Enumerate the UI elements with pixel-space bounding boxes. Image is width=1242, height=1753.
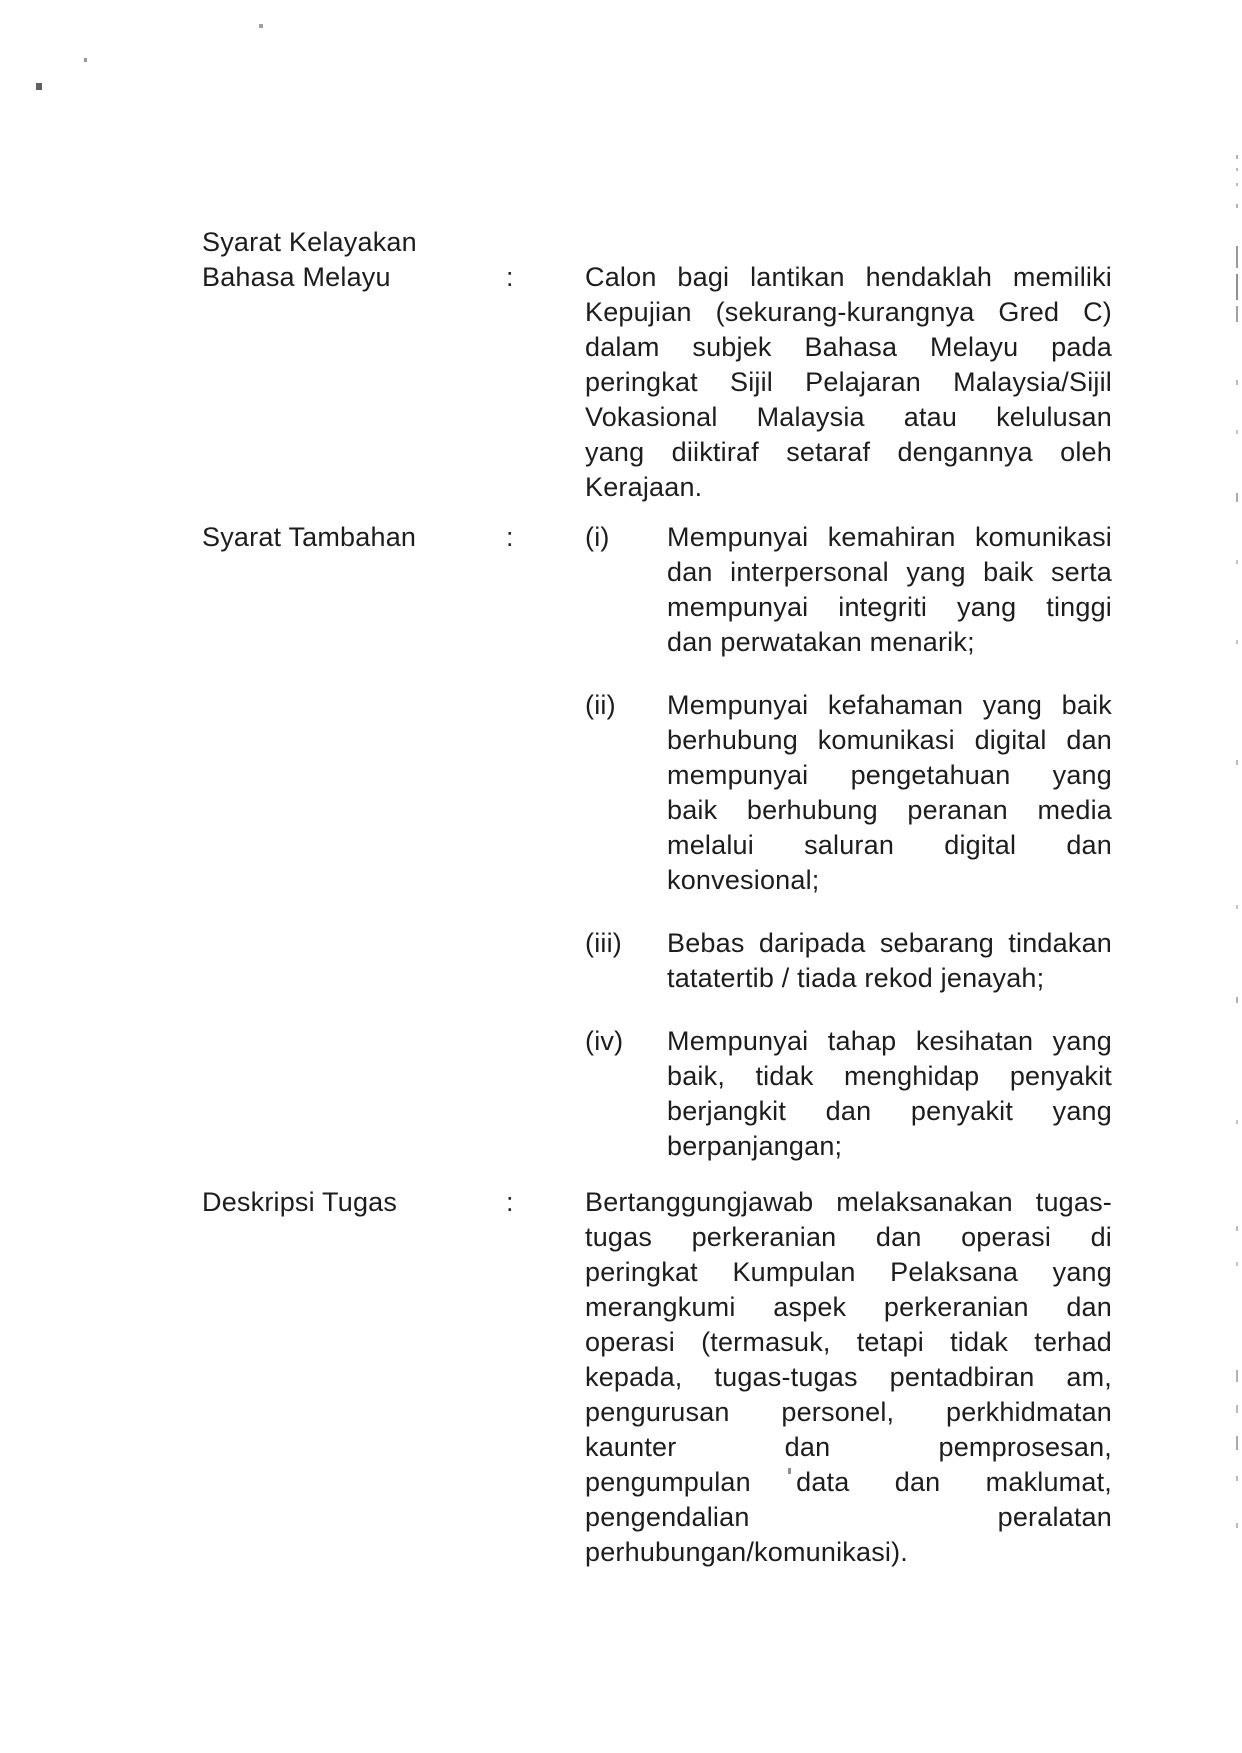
body-line: berpanjangan; bbox=[667, 1131, 843, 1161]
body-line: dan perwatakan menarik; bbox=[667, 627, 975, 657]
label-line: Syarat Kelayakan bbox=[202, 227, 417, 257]
scan-edge-mark bbox=[1236, 274, 1238, 300]
body-line: baik berhubung peranan media bbox=[667, 795, 1112, 825]
scan-edge-mark bbox=[1236, 560, 1238, 564]
item-marker: (i) bbox=[585, 522, 610, 552]
body-line: kepada, tugas-tugas pentadbiran am, bbox=[585, 1362, 1112, 1392]
scan-edge-mark bbox=[1236, 997, 1238, 1003]
body-line: Vokasional Malaysia atau kelulusan bbox=[585, 402, 1112, 432]
body-line: Kepujian (sekurang-kurangnya Gred C) bbox=[585, 297, 1112, 327]
label-separator-colon: : bbox=[506, 522, 514, 552]
body-line: Bebas daripada sebarang tindakan bbox=[667, 928, 1112, 958]
numbered-item-iv bbox=[585, 1024, 1112, 1164]
body-line: perhubungan/komunikasi). bbox=[585, 1537, 908, 1567]
body-line: Mempunyai kefahaman yang baik bbox=[667, 690, 1112, 720]
section-syarat-kelayakan-bahasa-melayu bbox=[202, 225, 1114, 505]
scan-edge-mark bbox=[1236, 246, 1238, 268]
scan-edge-mark bbox=[1236, 430, 1238, 434]
body-line: konvesional; bbox=[667, 865, 820, 895]
item-marker: (ii) bbox=[585, 690, 616, 720]
section-body bbox=[585, 225, 1112, 505]
scan-edge-mark bbox=[1236, 1476, 1238, 1481]
body-line: peringkat Sijil Pelajaran Malaysia/Sijil bbox=[585, 367, 1112, 397]
body-line: pengendalian peralatan bbox=[585, 1502, 1112, 1532]
body-line: merangkumi aspek perkeranian dan bbox=[585, 1292, 1112, 1322]
section-label bbox=[202, 520, 506, 555]
body-line: Calon bagi lantikan hendaklah memiliki bbox=[585, 262, 1112, 292]
scan-edge-mark bbox=[1236, 1523, 1238, 1528]
body-line: tatatertib / tiada rekod jenayah; bbox=[667, 963, 1045, 993]
scan-edge-mark bbox=[1236, 640, 1238, 644]
body-line: melalui saluran digital dan bbox=[667, 830, 1112, 860]
item-text bbox=[667, 926, 1112, 996]
scan-edge-mark bbox=[1236, 306, 1238, 322]
body-line: Mempunyai tahap kesihatan yang bbox=[667, 1026, 1112, 1056]
scan-speck bbox=[259, 24, 263, 28]
body-line: baik, tidak menghidap penyakit bbox=[667, 1061, 1112, 1091]
scan-edge-mark bbox=[1236, 168, 1238, 171]
label-line: Bahasa Melayu bbox=[202, 262, 391, 292]
scan-edge-mark bbox=[1236, 1226, 1238, 1231]
label-line: Syarat Tambahan bbox=[202, 522, 417, 552]
body-line: berjangkit dan penyakit yang bbox=[667, 1096, 1112, 1126]
scan-speck bbox=[84, 58, 87, 62]
body-line: pengumpulan data dan maklumat, bbox=[585, 1467, 1112, 1497]
section-label bbox=[202, 225, 506, 295]
section-body bbox=[585, 520, 1112, 1164]
document-content bbox=[202, 225, 1114, 1570]
item-marker: (iii) bbox=[585, 928, 622, 958]
scan-edge-mark bbox=[1236, 760, 1238, 765]
label-separator-colon: : bbox=[506, 262, 514, 292]
body-line: peringkat Kumpulan Pelaksana yang bbox=[585, 1257, 1112, 1287]
numbered-item-iii bbox=[585, 926, 1112, 996]
scan-edge-mark bbox=[1236, 1370, 1238, 1382]
body-line: tugas perkeranian dan operasi di bbox=[585, 1222, 1112, 1252]
item-text bbox=[667, 688, 1112, 898]
item-marker: (iv) bbox=[585, 1026, 624, 1056]
section-syarat-tambahan bbox=[202, 520, 1114, 1164]
item-text bbox=[667, 520, 1112, 660]
section-label bbox=[202, 1185, 506, 1220]
numbered-item-ii bbox=[585, 688, 1112, 898]
body-line: yang diiktiraf setaraf dengannya oleh bbox=[585, 437, 1112, 467]
body-line: mempunyai pengetahuan yang bbox=[667, 760, 1112, 790]
label-line: Deskripsi Tugas bbox=[202, 1187, 398, 1217]
body-line: operasi (termasuk, tetapi tidak terhad bbox=[585, 1327, 1112, 1357]
body-line: dalam subjek Bahasa Melayu pada bbox=[585, 332, 1112, 362]
scan-edge-mark bbox=[1236, 1120, 1238, 1124]
body-line: mempunyai integriti yang tinggi bbox=[667, 592, 1112, 622]
scan-edge-mark bbox=[1236, 183, 1238, 186]
scan-edge-mark bbox=[1236, 1405, 1238, 1413]
scan-edge-mark bbox=[1236, 493, 1238, 502]
scan-edge-mark bbox=[1236, 380, 1238, 385]
scan-edge-mark bbox=[1236, 1262, 1238, 1266]
body-line: Bertanggungjawab melaksanakan tugas- bbox=[585, 1187, 1112, 1217]
scan-speck bbox=[36, 83, 42, 90]
body-line: berhubung komunikasi digital dan bbox=[667, 725, 1112, 755]
body-line: Mempunyai kemahiran komunikasi bbox=[667, 522, 1112, 552]
scan-edge-mark bbox=[1236, 155, 1238, 159]
item-text bbox=[667, 1024, 1112, 1164]
scan-edge-mark bbox=[1236, 204, 1238, 208]
label-separator-colon: : bbox=[506, 1187, 514, 1217]
scan-edge-mark bbox=[1236, 1436, 1238, 1450]
body-line: dan interpersonal yang baik serta bbox=[667, 557, 1112, 587]
section-deskripsi-tugas bbox=[202, 1185, 1114, 1570]
body-line: pengurusan personel, perkhidmatan bbox=[585, 1397, 1112, 1427]
body-line: kaunter dan pemprosesan, bbox=[585, 1432, 1112, 1462]
body-line: Kerajaan. bbox=[585, 472, 703, 502]
section-body bbox=[585, 1185, 1112, 1570]
scan-edge-mark bbox=[1236, 905, 1238, 909]
numbered-item-i bbox=[585, 520, 1112, 660]
